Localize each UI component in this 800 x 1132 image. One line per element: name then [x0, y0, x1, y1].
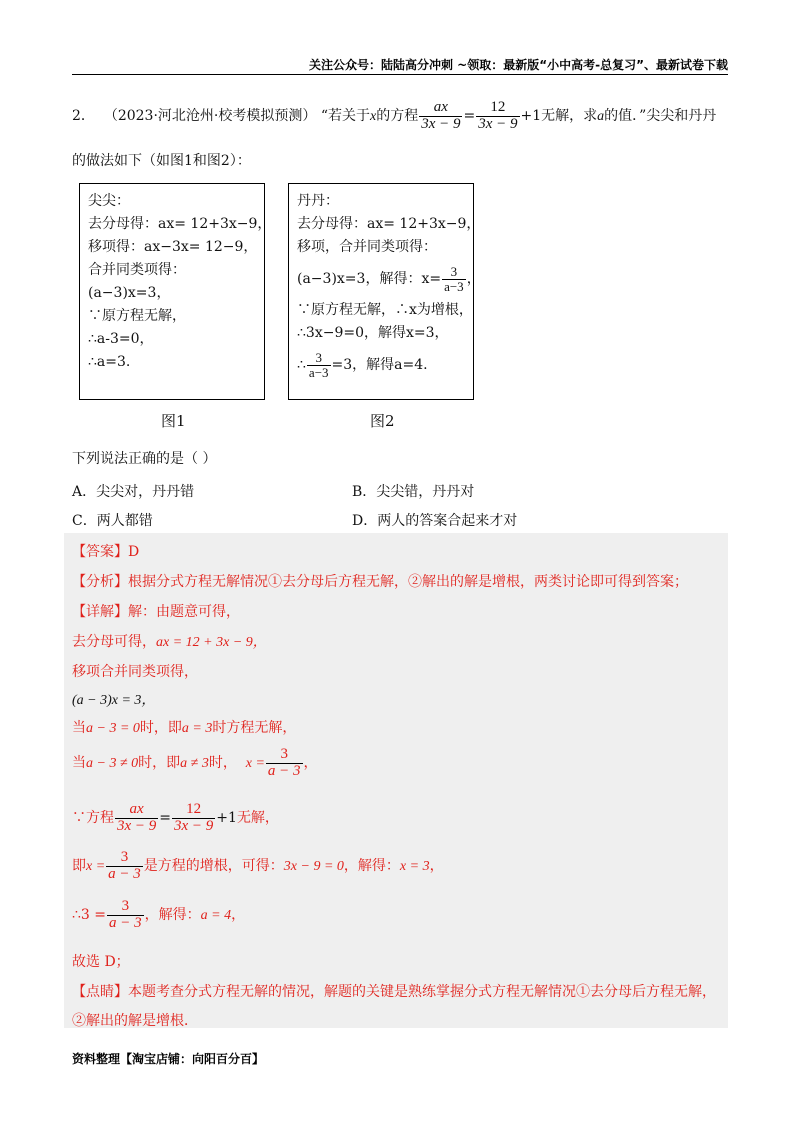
fig2-line: [297, 345, 473, 385]
step-text: ，解得：: [343, 858, 400, 874]
var-x: x: [369, 109, 377, 124]
var-a: a: [597, 109, 605, 124]
step-text: ，: [303, 755, 318, 771]
figure-1-box: [79, 183, 272, 400]
figure-2-box: [288, 183, 481, 400]
step-text: ，: [429, 858, 444, 874]
frac-num: ax: [433, 98, 448, 115]
step-math: a = 3: [181, 721, 213, 736]
solution-step-2: 移项合并同类项得，: [72, 664, 198, 680]
step-text: 时方程无解，: [212, 720, 297, 736]
step-text: ∵方程: [72, 810, 114, 826]
solution-answer: [72, 541, 139, 561]
solution-step-4: [72, 717, 296, 737]
analysis-text: 根据分式方程无解情况①去分母后方程无解，②解出的解是增根，两类讨论即可得到答案；: [128, 574, 688, 590]
solution-step-1: [72, 631, 267, 651]
frac-num: 12: [490, 98, 506, 115]
figure-2-caption: 图2: [370, 412, 395, 430]
question-source: （2023·河北沧州·校考模拟预测）: [103, 108, 317, 124]
step-text: 时，即: [138, 755, 181, 771]
solution-detail: [72, 601, 240, 621]
step-math: x =: [86, 859, 106, 874]
fig2-line: [297, 259, 481, 299]
page-footer: 资料整理【淘宝店铺：向阳百分百】: [72, 1052, 265, 1066]
analysis-tag: 【分析】: [72, 574, 128, 590]
solution-step-3: (a − 3)x = 3，: [72, 693, 156, 708]
step8-fraction: [107, 899, 144, 932]
frac-den: 3x − 9: [478, 115, 518, 132]
frac-num: 3: [280, 745, 288, 762]
fig2-line: ∴3x−9=0，解得x=3，: [297, 325, 449, 341]
fig1-line: 尖尖：: [88, 193, 130, 209]
frac-den: a−3: [444, 278, 464, 294]
step-text: 当: [72, 755, 86, 771]
frac-den: a−3: [308, 364, 329, 380]
step-text: 去分母可得，: [72, 634, 156, 650]
step-text: 即: [72, 858, 86, 874]
fig1-line: (a−3)x=3，: [88, 285, 171, 301]
frac-num: 3: [450, 263, 458, 279]
fig1-line: 去分母得：ax= 12+3x−9，: [88, 216, 272, 232]
question-line-1: [72, 96, 732, 136]
solution-step-5: [72, 741, 318, 785]
step6-fraction-2: [172, 802, 215, 835]
page-header: 关注公众号：陆陆高分冲刺 ~领取：最新版“小中高考-总复习”、最新试卷下载: [309, 58, 728, 72]
step-text: 时，即: [139, 720, 182, 736]
step-text: 时，: [208, 755, 237, 771]
frac-num: 12: [186, 800, 202, 817]
question-number: 2．: [72, 108, 95, 124]
fig1-line: ∵原方程无解，: [88, 308, 186, 324]
figure-1-caption: 图1: [161, 412, 186, 430]
equals: =: [159, 810, 172, 826]
fig2-fraction: [307, 351, 331, 379]
fig2-text: (a−3)x=3，解得：x=: [297, 271, 442, 287]
question-text: “若关于: [320, 108, 370, 124]
frac-den: a − 3: [108, 865, 141, 882]
step-math: 3x − 9 = 0: [283, 859, 344, 874]
fig1-line: 移项得：ax−3x= 12−9，: [88, 239, 258, 255]
step-text: 是方程的增根，可得：: [143, 858, 284, 874]
question-prompt: 下列说法正确的是（ ）: [72, 451, 217, 467]
solution-step-8: [72, 893, 245, 937]
step-math: a ≠ 3: [180, 756, 209, 771]
frac-den: 3x − 9: [174, 817, 214, 834]
frac-num: 3: [315, 349, 322, 365]
solution-step-6: [72, 796, 279, 840]
option-c[interactable]: C．两人都错: [72, 513, 153, 529]
question-text: 的值．”尖尖和丹丹: [604, 108, 717, 124]
fig2-fraction: [442, 265, 466, 293]
fig1-line: ∴a=3.: [88, 354, 131, 370]
step-math: ax = 12 + 3x − 9，: [156, 635, 267, 650]
detail-text: 解：由题意可得，: [128, 604, 240, 620]
equals: =: [463, 108, 476, 124]
option-a[interactable]: A．尖尖对，丹丹错: [72, 484, 195, 500]
fraction-ax: [419, 100, 462, 133]
frac-num: 3: [120, 848, 129, 865]
comment-text: 本题考查分式方程无解的情况，解题的关键是熟练掌握分式方程无解情况①去分母后方程无解，: [128, 984, 716, 1000]
fig2-line: 移项，合并同类项得：: [297, 239, 437, 255]
question-line-2: 的做法如下（如图1和图2）：: [72, 153, 251, 169]
step-text: ∴3 =: [72, 907, 106, 923]
solution-step-7: [72, 844, 444, 888]
solution-conclusion: 故选 D；: [72, 954, 130, 970]
frac-den: a − 3: [267, 762, 301, 779]
option-d[interactable]: D．两人的答案合起来才对: [352, 513, 518, 529]
solution-comment-1: [72, 981, 716, 1001]
step6-fraction-1: [115, 802, 158, 835]
question-text: 的方程: [376, 108, 419, 124]
frac-num: ax: [129, 800, 144, 817]
fig2-line: ∵原方程无解，∴x为增根，: [297, 302, 473, 318]
step-text: 当: [72, 720, 86, 736]
fig2-text: ∴: [297, 357, 306, 373]
step-text: ，: [231, 907, 246, 923]
solution-analysis: [72, 571, 688, 591]
step5-fraction: [266, 747, 303, 780]
plus-one: +1: [520, 108, 542, 124]
fig2-line: 丹丹：: [297, 193, 339, 209]
step-math: a − 3 = 0: [86, 721, 140, 736]
fig2-text: =3，解得a=4.: [331, 357, 428, 373]
frac-den: 3x − 9: [421, 115, 461, 132]
step-text: 无解，: [236, 810, 279, 826]
fig2-line: 去分母得：ax= 12+3x−9，: [297, 216, 481, 232]
option-b[interactable]: B．尖尖错，丹丹对: [352, 484, 475, 500]
frac-den: 3x − 9: [117, 817, 157, 834]
answer-tag: 【答案】: [72, 544, 128, 560]
fig1-line: ∴a-3=0，: [88, 331, 154, 347]
header-rule: [72, 74, 728, 75]
answer-value: D: [128, 544, 140, 560]
step-math: x =: [245, 756, 265, 771]
frac-num: 3: [121, 897, 130, 914]
step-math: x = 3: [399, 859, 430, 874]
solution-comment-2: ②解出的解是增根．: [72, 1013, 198, 1029]
fraction-12: [476, 100, 519, 133]
fig2-text: ，: [466, 271, 481, 287]
fig1-line: 合并同类项得：: [88, 262, 186, 278]
comment-tag: 【点睛】: [72, 984, 128, 1000]
step-math: a = 4: [200, 908, 232, 923]
step-text: ，解得：: [144, 907, 201, 923]
frac-den: a − 3: [109, 914, 142, 931]
plus-one: +1: [216, 810, 237, 826]
question-text: 无解，求: [541, 108, 598, 124]
detail-tag: 【详解】: [72, 604, 128, 620]
step7-fraction: [106, 850, 143, 883]
step-math: a − 3 ≠ 0: [86, 756, 139, 771]
